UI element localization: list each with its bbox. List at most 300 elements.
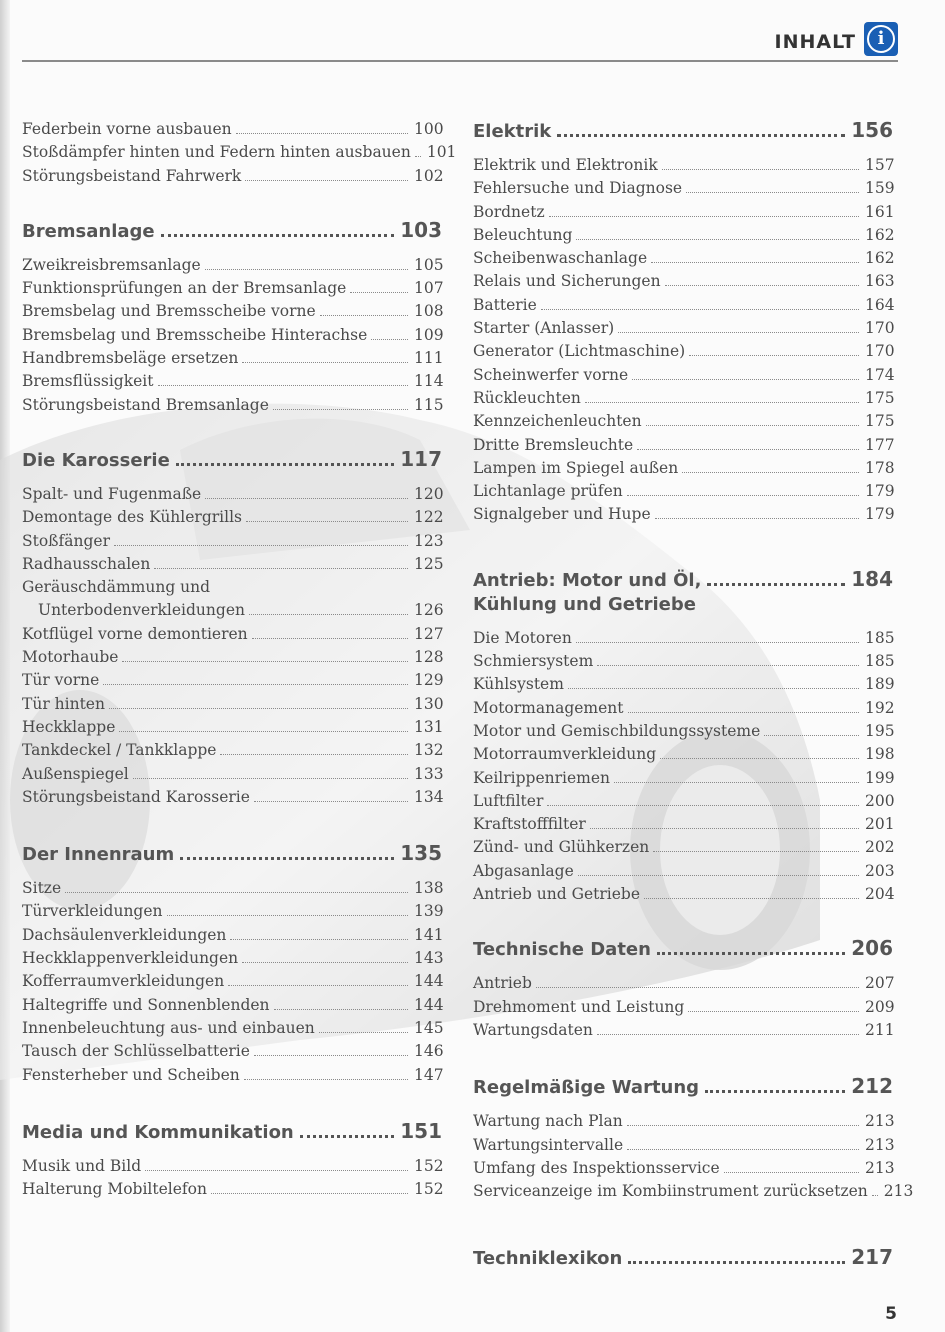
toc-entry-page: 138 [414, 879, 444, 898]
toc-entry-page: 141 [414, 925, 444, 944]
dot-leader [547, 805, 859, 806]
toc-entry[interactable] [473, 154, 893, 177]
dot-leader [627, 1125, 859, 1126]
toc-entry-label: Elektrik und Elektronik [473, 156, 658, 174]
toc-entry-label: Heckklappenverkleidungen [22, 949, 239, 968]
toc-entry[interactable] [473, 503, 893, 526]
toc-entry[interactable] [473, 317, 893, 340]
toc-entry-page: 114 [414, 372, 444, 391]
toc-entry-label: Signalgeber und Hupe [473, 505, 651, 524]
dot-leader [665, 285, 859, 286]
toc-entry[interactable] [22, 877, 442, 900]
toc-entry[interactable] [473, 1019, 893, 1042]
toc-entry-page: 129 [414, 671, 444, 690]
toc-entry[interactable] [22, 1178, 442, 1201]
toc-entry-page: 120 [414, 484, 444, 503]
toc-entry-label: Sitze [22, 879, 62, 898]
dot-leader [557, 134, 845, 137]
dot-leader [597, 1034, 859, 1035]
toc-entry[interactable] [473, 1110, 893, 1133]
dot-leader [689, 355, 859, 356]
toc-entry-page: 200 [865, 791, 895, 810]
toc-entry-label: Luftfilter [473, 791, 544, 810]
toc-entry-label: Starter (Anlasser) [473, 319, 615, 338]
toc-section-heading[interactable] [473, 1074, 893, 1100]
toc-entry-page: 125 [414, 554, 444, 573]
dot-leader [220, 754, 408, 755]
toc-entry[interactable] [22, 623, 442, 646]
toc-entry-label: Beleuchtung [473, 225, 573, 244]
toc-section-heading[interactable] [473, 1245, 893, 1271]
toc-entry-label: Lichtanlage prüfen [473, 482, 623, 501]
toc-section-page: 156 [851, 118, 893, 142]
toc-entry[interactable] [22, 530, 442, 553]
dot-leader [103, 684, 408, 685]
dot-leader [254, 801, 408, 802]
dot-leader [628, 712, 859, 713]
toc-entry-page: 157 [865, 156, 895, 174]
toc-entry-page: 174 [865, 365, 895, 384]
toc-entry[interactable] [22, 576, 442, 599]
toc-entry-label: Zünd- und Glühkerzen [473, 838, 650, 857]
dot-leader [686, 192, 859, 193]
dot-leader [628, 1261, 845, 1264]
toc-entry-page: 211 [865, 1020, 895, 1039]
toc-entry-label: Relais und Sicherungen [473, 272, 661, 291]
toc-entry-page: 162 [865, 249, 895, 268]
toc-entry[interactable] [22, 900, 442, 923]
toc-entry-label: Demontage des Kühlergrills [22, 508, 242, 527]
toc-entry-label: Rückleuchten [473, 388, 581, 407]
dot-leader [122, 661, 408, 662]
dot-leader [662, 169, 859, 170]
toc-entry[interactable] [473, 364, 893, 387]
toc-entry[interactable] [473, 410, 893, 433]
toc-entry[interactable] [473, 790, 893, 813]
dot-leader [158, 385, 409, 386]
toc-entry-page: 132 [414, 741, 444, 760]
toc-section-page: 117 [400, 446, 442, 471]
toc-entry-page: 178 [865, 458, 895, 477]
toc-entry[interactable] [22, 506, 442, 529]
dot-leader [627, 495, 859, 496]
toc-entry[interactable] [473, 177, 893, 200]
toc-entry[interactable] [473, 1180, 914, 1203]
toc-entry-label: Wartungsintervalle [473, 1135, 624, 1154]
toc-entry-page: 147 [414, 1065, 444, 1084]
dot-leader [597, 665, 859, 666]
toc-entry-label: Wartungsdaten [473, 1020, 593, 1039]
toc-entry-label: Handbremsbeläge ersetzen [22, 349, 239, 368]
toc-entry[interactable] [22, 300, 442, 323]
toc-entry-page: 199 [865, 768, 895, 787]
toc-entry-page: 170 [865, 342, 895, 361]
toc-entry-label: Tankdeckel / Tankklappe [22, 741, 217, 760]
toc-section [22, 218, 442, 417]
toc-entry[interactable] [22, 553, 442, 576]
toc-entry-page: 162 [865, 225, 895, 244]
toc-entry[interactable] [22, 141, 457, 164]
dot-leader [242, 962, 408, 963]
toc-entry-label: Bremsbelag und Bremsscheibe vorne [22, 302, 316, 321]
toc-entry-label: Bordnetz [473, 202, 545, 221]
dot-leader [205, 269, 408, 270]
toc-entry[interactable] [473, 627, 893, 650]
dot-leader [590, 828, 859, 829]
toc-entry[interactable] [22, 693, 442, 716]
toc-section-title: Bremsanlage [22, 220, 155, 242]
toc-entry[interactable] [473, 836, 893, 859]
toc-entry-page: 179 [865, 505, 895, 524]
toc-section [22, 841, 442, 1087]
dot-leader [632, 379, 859, 380]
toc-section-heading[interactable] [22, 447, 442, 473]
dot-leader [252, 638, 408, 639]
toc-entry-label: Bremsbelag und Bremsscheibe Hinterachse [22, 325, 368, 344]
toc-section-heading[interactable] [22, 841, 442, 867]
toc-entry[interactable] [473, 720, 893, 743]
toc-section [473, 1074, 914, 1203]
toc-entry-label: Motor und Gemischbildungssysteme [473, 721, 761, 740]
toc-entry-label: Wartung nach Plan [473, 1112, 623, 1131]
toc-entry[interactable] [22, 669, 442, 692]
toc-entry-label: Antrieb und Getriebe [473, 885, 641, 904]
dot-leader [705, 1090, 845, 1093]
toc-section-title: Der Innenraum [22, 844, 175, 866]
toc-entry-label: Umfang des Inspektionsservice [473, 1158, 720, 1177]
toc-left-column [22, 118, 457, 1201]
toc-entry[interactable] [473, 697, 893, 720]
toc-entry-page: 102 [414, 166, 444, 185]
toc-entry[interactable] [473, 650, 893, 673]
toc-entry[interactable] [22, 739, 442, 762]
toc-entry-label: Fensterheber und Scheiben [22, 1065, 240, 1084]
toc-entry-label: Störungsbeistand Karosserie [22, 787, 250, 806]
toc-entry-label: Störungsbeistand Bremsanlage [22, 395, 269, 414]
toc-entry-label: Funktionsprüfungen an der Bremsanlage [22, 279, 347, 298]
toc-entry-label: Tür hinten [22, 694, 105, 713]
toc-entry-page: 144 [414, 995, 444, 1014]
toc-entry-page: 131 [414, 717, 444, 736]
toc-entry[interactable] [473, 767, 893, 790]
toc-entry-page: 213 [883, 1182, 914, 1201]
toc-entry-page: 122 [414, 508, 444, 527]
dot-leader [644, 898, 859, 899]
toc-entry-page: 213 [865, 1112, 895, 1131]
toc-entry-page: 109 [414, 325, 444, 344]
toc-entry-page: 144 [414, 972, 444, 991]
dot-leader [249, 614, 408, 615]
dot-leader [319, 1032, 408, 1033]
toc-section-title: Technische Daten [473, 939, 651, 961]
toc-entry-page: 177 [865, 435, 895, 454]
toc-section-heading[interactable] [473, 567, 893, 617]
toc-entry-label: Dachsäulenverkleidungen [22, 925, 227, 944]
page-number: 5 [885, 1304, 897, 1324]
toc-entry-label: Antrieb [473, 974, 532, 993]
toc-entry-label: Radhausschalen [22, 554, 151, 573]
dot-leader [245, 180, 408, 181]
toc-section-page: 103 [400, 217, 442, 242]
toc-entry-label: Stoßfänger [22, 531, 110, 550]
toc-entry[interactable] [22, 947, 442, 970]
toc-section-page: 212 [851, 1074, 893, 1099]
dot-leader [244, 1079, 408, 1080]
dot-leader [254, 1055, 408, 1056]
dot-leader [651, 262, 859, 263]
dot-leader [242, 362, 408, 363]
toc-entry-label: Motorraumverkleidung [473, 745, 657, 764]
toc-entry[interactable] [473, 434, 893, 457]
toc-entry-label: Tausch der Schlüsselbatterie [22, 1042, 250, 1061]
toc-entry[interactable] [22, 786, 442, 809]
toc-section-page: 151 [400, 1118, 442, 1143]
dot-leader [211, 1193, 408, 1194]
toc-entry-page: 213 [865, 1158, 895, 1177]
dot-leader [236, 133, 408, 134]
toc-entry[interactable] [22, 599, 442, 622]
toc-entry[interactable] [473, 294, 893, 317]
toc-entry-label: Motormanagement [473, 698, 624, 717]
toc-entry[interactable] [473, 883, 893, 906]
toc-section [473, 936, 893, 1042]
dot-leader [161, 234, 395, 237]
dot-leader [764, 735, 859, 736]
dot-leader [872, 1195, 878, 1196]
toc-entry[interactable] [22, 483, 442, 506]
toc-entry-page: 170 [865, 319, 895, 338]
toc-entry[interactable] [22, 254, 442, 277]
toc-entry-label: Dritte Bremsleuchte [473, 435, 634, 454]
toc-entry[interactable] [22, 1040, 442, 1063]
toc-entry[interactable] [473, 996, 893, 1019]
toc-entry-label: Kraftstofffilter [473, 815, 586, 834]
toc-entry-label: Haltegriffe und Sonnenblenden [22, 995, 270, 1014]
dot-leader [133, 778, 408, 779]
toc-entry-page: 202 [865, 838, 895, 857]
toc-entry[interactable] [22, 277, 442, 300]
toc-entry[interactable] [473, 457, 893, 480]
info-icon: i [864, 22, 898, 56]
toc-section-heading[interactable] [473, 936, 893, 962]
page-header [22, 22, 898, 62]
toc-entry[interactable] [22, 994, 442, 1017]
toc-entry[interactable] [473, 224, 893, 247]
dot-leader [646, 425, 859, 426]
toc-entry[interactable] [22, 1155, 442, 1178]
dot-leader [230, 939, 408, 940]
toc-entry[interactable] [22, 970, 442, 993]
toc-entry-page: 164 [865, 295, 895, 314]
toc-entry-label: Scheinwerfer vorne [473, 365, 629, 384]
toc-entry-label: Drehmoment und Leistung [473, 997, 685, 1016]
toc-entry[interactable] [22, 324, 442, 347]
toc-entry-label: Scheibenwaschanlage [473, 249, 648, 268]
dot-leader [536, 987, 859, 988]
toc-entry-label: Geräuschdämmung und [22, 578, 211, 597]
dot-leader [180, 857, 394, 860]
toc-entry-page: 123 [414, 531, 444, 550]
dot-leader [154, 568, 408, 569]
toc-entry-page: 195 [865, 721, 895, 740]
toc-entry-page: 203 [865, 861, 895, 880]
dot-leader [627, 1149, 859, 1150]
toc-entry-label: Zweikreisbremsanlage [22, 255, 201, 274]
dot-leader [167, 915, 408, 916]
toc-entry-page: 130 [414, 694, 444, 713]
toc-section-heading[interactable] [473, 118, 893, 144]
toc-section-page: 217 [851, 1245, 893, 1270]
toc-entry-label: Fehlersuche und Diagnose [473, 179, 683, 198]
toc-section-title: Die Karosserie [22, 449, 170, 471]
toc-section-heading[interactable] [22, 1119, 442, 1145]
toc-entry[interactable] [473, 340, 893, 363]
dot-leader [415, 156, 421, 157]
toc-entry-label: Abgasanlage [473, 861, 574, 880]
toc-entry-page: 163 [865, 272, 895, 291]
toc-entry-page: 143 [414, 949, 444, 968]
dot-leader [109, 708, 408, 709]
toc-entry-label: Halterung Mobiltelefon [22, 1180, 207, 1199]
toc-entry-label: Tür vorne [22, 671, 100, 690]
dot-leader [119, 731, 408, 732]
toc-entry-page: 179 [865, 482, 895, 501]
dot-leader [637, 449, 859, 450]
toc-entry[interactable] [22, 716, 442, 739]
toc-entry-page: 192 [865, 698, 895, 717]
toc-entry[interactable] [22, 370, 442, 393]
toc-entry[interactable] [473, 972, 893, 995]
dot-leader [688, 1011, 859, 1012]
toc-entry-page: 101 [426, 143, 457, 162]
toc-entry-page: 139 [414, 902, 444, 921]
toc-entry-page: 107 [414, 279, 444, 298]
toc-entry[interactable] [22, 1017, 442, 1040]
toc-entry-page: 145 [414, 1018, 444, 1037]
dot-leader [657, 952, 845, 955]
dot-leader [176, 463, 394, 466]
toc-entry-page: 108 [414, 302, 444, 321]
toc-entry[interactable] [22, 118, 442, 141]
toc-section-title: Elektrik [473, 121, 552, 142]
toc-entry-label: Stoßdämpfer hinten und Federn hinten ausbauen [22, 143, 411, 162]
toc-entry-label: Kotflügel vorne demontieren [22, 624, 248, 643]
toc-entry[interactable] [473, 743, 893, 766]
toc-section-page: 184 [851, 566, 893, 591]
toc-entry-page: 185 [865, 628, 895, 647]
toc-entry-label: Unterbodenverkleidungen [38, 601, 245, 620]
toc-entry-label: Die Motoren [473, 628, 572, 647]
dot-leader [576, 642, 859, 643]
toc-entry[interactable] [22, 646, 442, 669]
toc-entry-page: 207 [865, 974, 895, 993]
dot-leader [585, 402, 859, 403]
toc-section [473, 118, 893, 527]
toc-entry-label: Außenspiegel [22, 764, 129, 783]
toc-entry-page: 204 [865, 885, 895, 904]
toc-entry-page: 213 [865, 1135, 895, 1154]
dot-leader [65, 892, 408, 893]
dot-leader [541, 309, 859, 310]
toc-entry-page: 126 [414, 601, 444, 620]
toc-entry[interactable] [473, 673, 893, 696]
dot-leader [576, 239, 859, 240]
toc-entry[interactable] [22, 763, 442, 786]
toc-entry[interactable] [473, 1157, 893, 1180]
toc-entry-label: Heckklappe [22, 717, 116, 736]
toc-right-column [473, 118, 914, 1281]
toc-entry[interactable] [473, 270, 893, 293]
toc-section [22, 1119, 442, 1202]
toc-entry-page: 189 [865, 675, 895, 694]
toc-entry-label: Innenbeleuchtung aus- und einbauen [22, 1018, 315, 1037]
toc-entry[interactable] [22, 165, 442, 188]
dot-leader [614, 782, 859, 783]
toc-entry[interactable] [473, 201, 893, 224]
toc-entry-label: Störungsbeistand Fahrwerk [22, 166, 242, 185]
dot-leader [578, 875, 859, 876]
dot-leader [350, 292, 408, 293]
toc-entry[interactable] [22, 924, 442, 947]
toc-section-heading[interactable] [22, 218, 442, 244]
toc-section-page: 206 [851, 936, 893, 961]
toc-entry[interactable] [473, 1134, 893, 1157]
toc-entry[interactable] [473, 247, 893, 270]
toc-entry-page: 185 [865, 652, 895, 671]
toc-entry-label: Keilrippenriemen [473, 768, 611, 787]
toc-section [22, 447, 442, 809]
toc-entry-label: Serviceanzeige im Kombiinstrument zurücksetzen [473, 1182, 868, 1201]
toc-entry[interactable] [22, 394, 442, 417]
dot-leader [274, 1009, 408, 1010]
toc-entry-label: Kofferraumverkleidungen [22, 972, 225, 991]
dot-leader [655, 518, 859, 519]
toc-section [473, 567, 893, 907]
dot-leader [371, 339, 408, 340]
dot-leader [653, 851, 859, 852]
toc-entry-page: 201 [865, 815, 895, 834]
toc-entry[interactable] [22, 347, 442, 370]
dot-leader [145, 1170, 408, 1171]
toc-entry-label: Spalt- und Fugenmaße [22, 484, 202, 503]
toc-entry[interactable] [473, 813, 893, 836]
dot-leader [300, 1135, 395, 1138]
toc-entry-label: Generator (Lichtmaschine) [473, 342, 686, 361]
toc-entry-page: 128 [414, 648, 444, 667]
toc-entry-label: Lampen im Spiegel außen [473, 458, 679, 477]
toc-entry-label: Türverkleidungen [22, 902, 163, 921]
page-title: INHALT [774, 31, 856, 53]
toc-entry-label: Musik und Bild [22, 1156, 142, 1175]
toc-section [473, 1245, 893, 1271]
dot-leader [205, 498, 408, 499]
toc-entry-label: Kühlsystem [473, 675, 564, 694]
toc-section-title: Techniklexikon [473, 1248, 623, 1270]
toc-entry[interactable] [22, 1064, 442, 1087]
toc-entry[interactable] [473, 387, 893, 410]
toc-entry-label: Federbein vorne ausbauen [22, 120, 232, 138]
toc-entry-label: Batterie [473, 295, 537, 314]
toc-entry-page: 134 [414, 787, 444, 806]
toc-entry-label: Motorhaube [22, 648, 119, 667]
dot-leader [618, 332, 859, 333]
toc-entry[interactable] [473, 480, 893, 503]
toc-entry[interactable] [473, 860, 893, 883]
dot-leader [246, 521, 408, 522]
toc-section-title: Regelmäßige Wartung [473, 1077, 700, 1099]
dot-leader [549, 216, 859, 217]
toc-section-title: Media und Kommunikation [22, 1121, 294, 1143]
